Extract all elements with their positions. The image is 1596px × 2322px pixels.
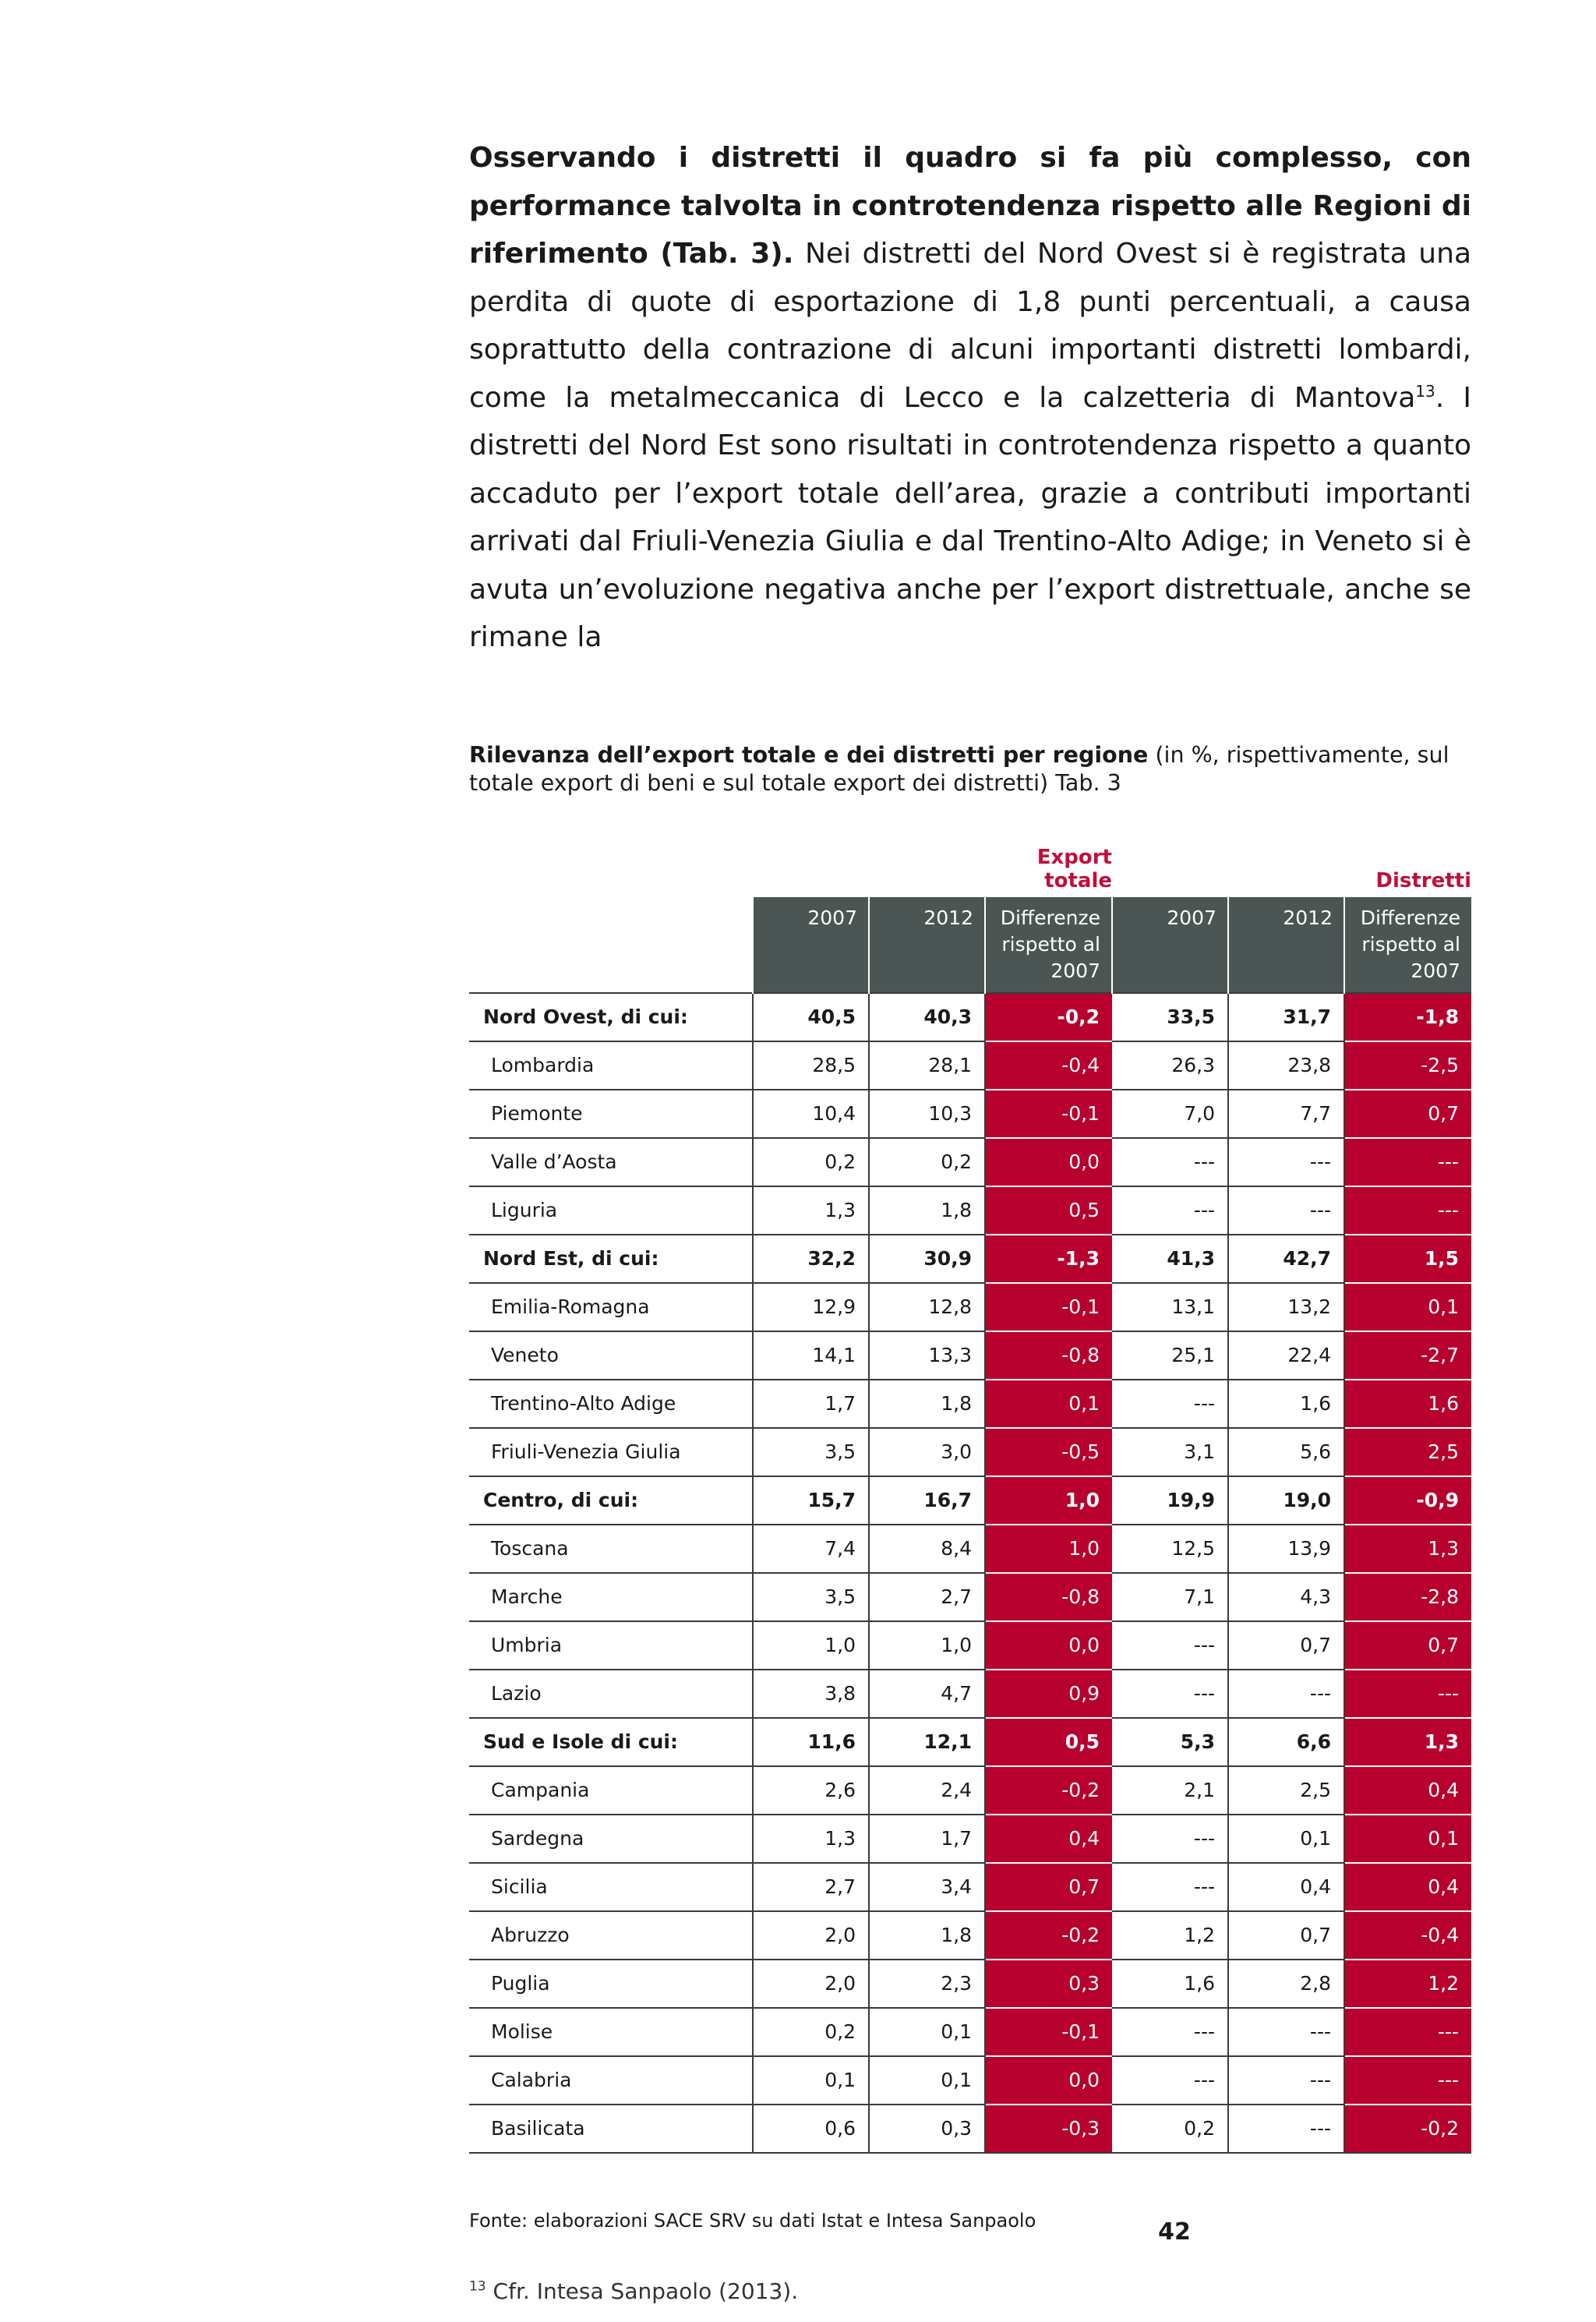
value-cell: 2,5	[1228, 1766, 1344, 1815]
value-cell: 4,3	[1228, 1573, 1344, 1621]
value-cell: 13,3	[869, 1331, 985, 1380]
value-cell: 31,7	[1228, 993, 1344, 1041]
value-cell: 3,1	[1112, 1428, 1228, 1476]
value-cell: 0,7	[1228, 1621, 1344, 1670]
value-cell: 41,3	[1112, 1235, 1228, 1283]
diff-cell: 1,0	[985, 1476, 1112, 1525]
export-table	[469, 846, 1471, 2154]
diff-cell: 0,1	[985, 1380, 1112, 1428]
diff-cell: 0,4	[1344, 1766, 1471, 1815]
value-cell: 11,6	[753, 1718, 869, 1766]
value-cell: 28,5	[753, 1041, 869, 1090]
page-content	[469, 134, 1471, 2304]
col-export-diff: Differenze rispetto al 2007	[985, 897, 1112, 993]
table-row	[469, 993, 1471, 1041]
value-cell: 0,3	[869, 2105, 985, 2153]
intro-lead: Osservando i distretti il quadro si fa più complesso, con performance talvolta in controtendenza rispetto alle Regioni di riferimento (Tab. 3).	[469, 142, 1471, 270]
value-cell: 1,0	[753, 1621, 869, 1670]
value-cell: 2,4	[869, 1766, 985, 1815]
value-cell: 14,1	[753, 1331, 869, 1380]
row-label: Nord Est, di cui:	[469, 1235, 753, 1283]
col-export-2007: 2007	[753, 897, 869, 993]
table-row	[469, 1380, 1471, 1428]
diff-cell: ---	[1344, 2056, 1471, 2105]
value-cell: 2,6	[753, 1766, 869, 1815]
row-label: Calabria	[469, 2056, 753, 2105]
table-row	[469, 1815, 1471, 1863]
value-cell: ---	[1112, 2008, 1228, 2056]
table-row	[469, 1186, 1471, 1235]
row-label: Sardegna	[469, 1815, 753, 1863]
diff-cell: 2,5	[1344, 1428, 1471, 1476]
value-cell: 13,9	[1228, 1525, 1344, 1573]
diff-cell: 0,7	[985, 1863, 1112, 1911]
diff-cell: 1,2	[1344, 1960, 1471, 2008]
value-cell: 2,0	[753, 1911, 869, 1960]
intro-body-2: . I distretti del Nord Est sono risultati in controtendenza rispetto a quanto accaduto per l’export totale dell’area, grazie a contributi importanti arrivati dal Friuli-Venezia Giulia e dal Trentino-Alto Adige; in Veneto si è avuta un’evoluzione negativa anche per l’export distrettuale, anche se rimane la	[469, 381, 1471, 653]
value-cell: 0,1	[753, 2056, 869, 2105]
value-cell: 25,1	[1112, 1331, 1228, 1380]
diff-cell: -0,2	[985, 1911, 1112, 1960]
value-cell: ---	[1112, 1863, 1228, 1911]
diff-cell: 0,4	[1344, 1863, 1471, 1911]
value-cell: 0,2	[1112, 2105, 1228, 2153]
row-label: Liguria	[469, 1186, 753, 1235]
diff-cell: -0,2	[985, 993, 1112, 1041]
value-cell: 3,5	[753, 1573, 869, 1621]
value-cell: 40,5	[753, 993, 869, 1041]
diff-cell: -0,3	[985, 2105, 1112, 2153]
value-cell: 3,0	[869, 1428, 985, 1476]
diff-cell: -2,5	[1344, 1041, 1471, 1090]
value-cell: 32,2	[753, 1235, 869, 1283]
value-cell: 40,3	[869, 993, 985, 1041]
col-export-2012: 2012	[869, 897, 985, 993]
value-cell: 2,0	[753, 1960, 869, 2008]
value-cell: 1,8	[869, 1380, 985, 1428]
col-distretti-diff: Differenze rispetto al 2007	[1344, 897, 1471, 993]
diff-cell: -2,7	[1344, 1331, 1471, 1380]
value-cell: ---	[1112, 1186, 1228, 1235]
table-row	[469, 2008, 1471, 2056]
diff-cell: 0,1	[1344, 1283, 1471, 1331]
value-cell: 0,7	[1228, 1911, 1344, 1960]
value-cell: 2,1	[1112, 1766, 1228, 1815]
value-cell: 3,4	[869, 1863, 985, 1911]
col-distretti-2012: 2012	[1228, 897, 1344, 993]
table-container	[469, 846, 1471, 2154]
row-label: Valle d’Aosta	[469, 1138, 753, 1186]
table-row	[469, 1525, 1471, 1573]
value-cell: 4,7	[869, 1670, 985, 1718]
table-row	[469, 1718, 1471, 1766]
value-cell: ---	[1228, 2056, 1344, 2105]
diff-cell: 0,9	[985, 1670, 1112, 1718]
table-title-bold: Rilevanza dell’export totale e dei distretti per regione	[469, 741, 1149, 768]
group-distretti: Distretti	[1375, 868, 1471, 892]
value-cell: 12,9	[753, 1283, 869, 1331]
row-label: Centro, di cui:	[469, 1476, 753, 1525]
value-cell: ---	[1112, 2056, 1228, 2105]
diff-cell: 1,3	[1344, 1525, 1471, 1573]
row-label: Emilia-Romagna	[469, 1283, 753, 1331]
group-header-row	[469, 846, 1471, 897]
value-cell: 6,6	[1228, 1718, 1344, 1766]
table-row	[469, 2056, 1471, 2105]
diff-cell: 0,3	[985, 1960, 1112, 2008]
value-cell: ---	[1228, 2105, 1344, 2153]
diff-cell: ---	[1344, 1186, 1471, 1235]
value-cell: 42,7	[1228, 1235, 1344, 1283]
col-distretti-2007: 2007	[1112, 897, 1228, 993]
value-cell: 2,8	[1228, 1960, 1344, 2008]
value-cell: 19,0	[1228, 1476, 1344, 1525]
table-row	[469, 1863, 1471, 1911]
value-cell: 1,7	[753, 1380, 869, 1428]
footnote-number: 13	[469, 2278, 486, 2295]
value-cell: 12,8	[869, 1283, 985, 1331]
diff-cell: -0,4	[985, 1041, 1112, 1090]
diff-cell: 1,5	[1344, 1235, 1471, 1283]
diff-cell: 1,3	[1344, 1718, 1471, 1766]
table-row	[469, 1573, 1471, 1621]
row-label: Trentino-Alto Adige	[469, 1380, 753, 1428]
diff-cell: -0,9	[1344, 1476, 1471, 1525]
row-label: Basilicata	[469, 2105, 753, 2153]
table-row	[469, 1041, 1471, 1090]
value-cell: ---	[1112, 1670, 1228, 1718]
row-label: Veneto	[469, 1331, 753, 1380]
value-cell: ---	[1228, 1138, 1344, 1186]
value-cell: 8,4	[869, 1525, 985, 1573]
value-cell: 30,9	[869, 1235, 985, 1283]
table-row	[469, 1235, 1471, 1283]
value-cell: 22,4	[1228, 1331, 1344, 1380]
value-cell: 1,3	[753, 1815, 869, 1863]
value-cell: 0,2	[753, 2008, 869, 2056]
row-label: Umbria	[469, 1621, 753, 1670]
table-row	[469, 1090, 1471, 1138]
diff-cell: -0,5	[985, 1428, 1112, 1476]
diff-cell: -0,8	[985, 1573, 1112, 1621]
value-cell: 10,3	[869, 1090, 985, 1138]
diff-cell: -0,1	[985, 2008, 1112, 2056]
diff-cell: -1,8	[1344, 993, 1471, 1041]
value-cell: 5,6	[1228, 1428, 1344, 1476]
value-cell: 0,1	[1228, 1815, 1344, 1863]
table-row	[469, 1138, 1471, 1186]
row-label: Sicilia	[469, 1863, 753, 1911]
value-cell: 15,7	[753, 1476, 869, 1525]
diff-cell: 0,5	[985, 1186, 1112, 1235]
table-row	[469, 1621, 1471, 1670]
value-cell: 0,2	[753, 1138, 869, 1186]
value-cell: 7,7	[1228, 1090, 1344, 1138]
page-number: 42	[1158, 2218, 1191, 2246]
row-label: Campania	[469, 1766, 753, 1815]
column-header-row	[469, 897, 1471, 993]
row-label: Lazio	[469, 1670, 753, 1718]
value-cell: 0,1	[869, 2056, 985, 2105]
value-cell: 7,0	[1112, 1090, 1228, 1138]
value-cell: 1,8	[869, 1911, 985, 1960]
intro-paragraph	[469, 134, 1471, 662]
table-row	[469, 1283, 1471, 1331]
row-label: Marche	[469, 1573, 753, 1621]
table-row	[469, 1476, 1471, 1525]
table-row	[469, 1911, 1471, 1960]
diff-cell: 0,7	[1344, 1090, 1471, 1138]
value-cell: 7,1	[1112, 1573, 1228, 1621]
value-cell: 23,8	[1228, 1041, 1344, 1090]
diff-cell: -0,8	[985, 1331, 1112, 1380]
value-cell: ---	[1112, 1621, 1228, 1670]
diff-cell: 0,4	[985, 1815, 1112, 1863]
source-note: Fonte: elaborazioni SACE SRV su dati Istat e Intesa Sanpaolo	[469, 2209, 1036, 2232]
value-cell: ---	[1228, 1670, 1344, 1718]
value-cell: 1,3	[753, 1186, 869, 1235]
row-label: Nord Ovest, di cui:	[469, 993, 753, 1041]
value-cell: 10,4	[753, 1090, 869, 1138]
value-cell: 12,1	[869, 1718, 985, 1766]
table-row	[469, 1670, 1471, 1718]
row-label: Lombardia	[469, 1041, 753, 1090]
table-row	[469, 1331, 1471, 1380]
value-cell: 3,8	[753, 1670, 869, 1718]
value-cell: 1,0	[869, 1621, 985, 1670]
diff-cell: 1,0	[985, 1525, 1112, 1573]
value-cell: 2,3	[869, 1960, 985, 2008]
diff-cell: ---	[1344, 2008, 1471, 2056]
value-cell: 26,3	[1112, 1041, 1228, 1090]
row-label: Abruzzo	[469, 1911, 753, 1960]
value-cell: 0,4	[1228, 1863, 1344, 1911]
value-cell: 33,5	[1112, 993, 1228, 1041]
diff-cell: -1,3	[985, 1235, 1112, 1283]
value-cell: 1,7	[869, 1815, 985, 1863]
value-cell: ---	[1112, 1138, 1228, 1186]
value-cell: 5,3	[1112, 1718, 1228, 1766]
diff-cell: ---	[1344, 1670, 1471, 1718]
diff-cell: 1,6	[1344, 1380, 1471, 1428]
value-cell: 13,2	[1228, 1283, 1344, 1331]
row-label: Toscana	[469, 1525, 753, 1573]
footnote-text: Cfr. Intesa Sanpaolo (2013).	[486, 2278, 799, 2304]
diff-cell: -0,4	[1344, 1911, 1471, 1960]
value-cell: 16,7	[869, 1476, 985, 1525]
table-row	[469, 2105, 1471, 2153]
diff-cell: 0,1	[1344, 1815, 1471, 1863]
value-cell: ---	[1112, 1815, 1228, 1863]
value-cell: 2,7	[753, 1863, 869, 1911]
diff-cell: 0,0	[985, 2056, 1112, 2105]
value-cell: 1,2	[1112, 1911, 1228, 1960]
table-row	[469, 1960, 1471, 2008]
row-label: Puglia	[469, 1960, 753, 2008]
value-cell: 12,5	[1112, 1525, 1228, 1573]
diff-cell: -0,1	[985, 1090, 1112, 1138]
diff-cell: ---	[1344, 1138, 1471, 1186]
value-cell: 1,6	[1228, 1380, 1344, 1428]
diff-cell: 0,0	[985, 1621, 1112, 1670]
value-cell: 28,1	[869, 1041, 985, 1090]
diff-cell: -0,1	[985, 1283, 1112, 1331]
value-cell: 0,2	[869, 1138, 985, 1186]
row-label: Molise	[469, 2008, 753, 2056]
value-cell: 0,6	[753, 2105, 869, 2153]
value-cell: ---	[1112, 1380, 1228, 1428]
group-export-totale: Export totale	[1036, 845, 1112, 892]
table-row	[469, 1428, 1471, 1476]
table-title-normal: (in %, rispettivamente, sul totale export di beni e sul totale export dei distretti) Tab. 3	[469, 741, 1449, 796]
intro-body-1: Nei distretti del Nord Ovest si è registrata una perdita di quote di esportazione di 1,8 punti percentuali, a causa soprattutto della contrazione di alcuni importanti distretti lombardi, come la metalmeccanica di Lecco e la calzetteria di Mantova	[469, 238, 1472, 414]
diff-cell: -2,8	[1344, 1573, 1471, 1621]
diff-cell: 0,0	[985, 1138, 1112, 1186]
table-row	[469, 1766, 1471, 1815]
value-cell: 3,5	[753, 1428, 869, 1476]
value-cell: 1,8	[869, 1186, 985, 1235]
row-label: Friuli-Venezia Giulia	[469, 1428, 753, 1476]
value-cell: 19,9	[1112, 1476, 1228, 1525]
row-label: Sud e Isole di cui:	[469, 1718, 753, 1766]
row-label: Piemonte	[469, 1090, 753, 1138]
value-cell: ---	[1228, 2008, 1344, 2056]
value-cell: 13,1	[1112, 1283, 1228, 1331]
diff-cell: 0,5	[985, 1718, 1112, 1766]
value-cell: 2,7	[869, 1573, 985, 1621]
footnote	[469, 2278, 1471, 2304]
value-cell: 7,4	[753, 1525, 869, 1573]
diff-cell: -0,2	[985, 1766, 1112, 1815]
footnote-ref[interactable]: 13	[1415, 381, 1435, 401]
table-title	[469, 741, 1471, 797]
value-cell: 1,6	[1112, 1960, 1228, 2008]
value-cell: ---	[1228, 1186, 1344, 1235]
value-cell: 0,1	[869, 2008, 985, 2056]
table-body	[469, 993, 1471, 2153]
diff-cell: 0,7	[1344, 1621, 1471, 1670]
diff-cell: -0,2	[1344, 2105, 1471, 2153]
